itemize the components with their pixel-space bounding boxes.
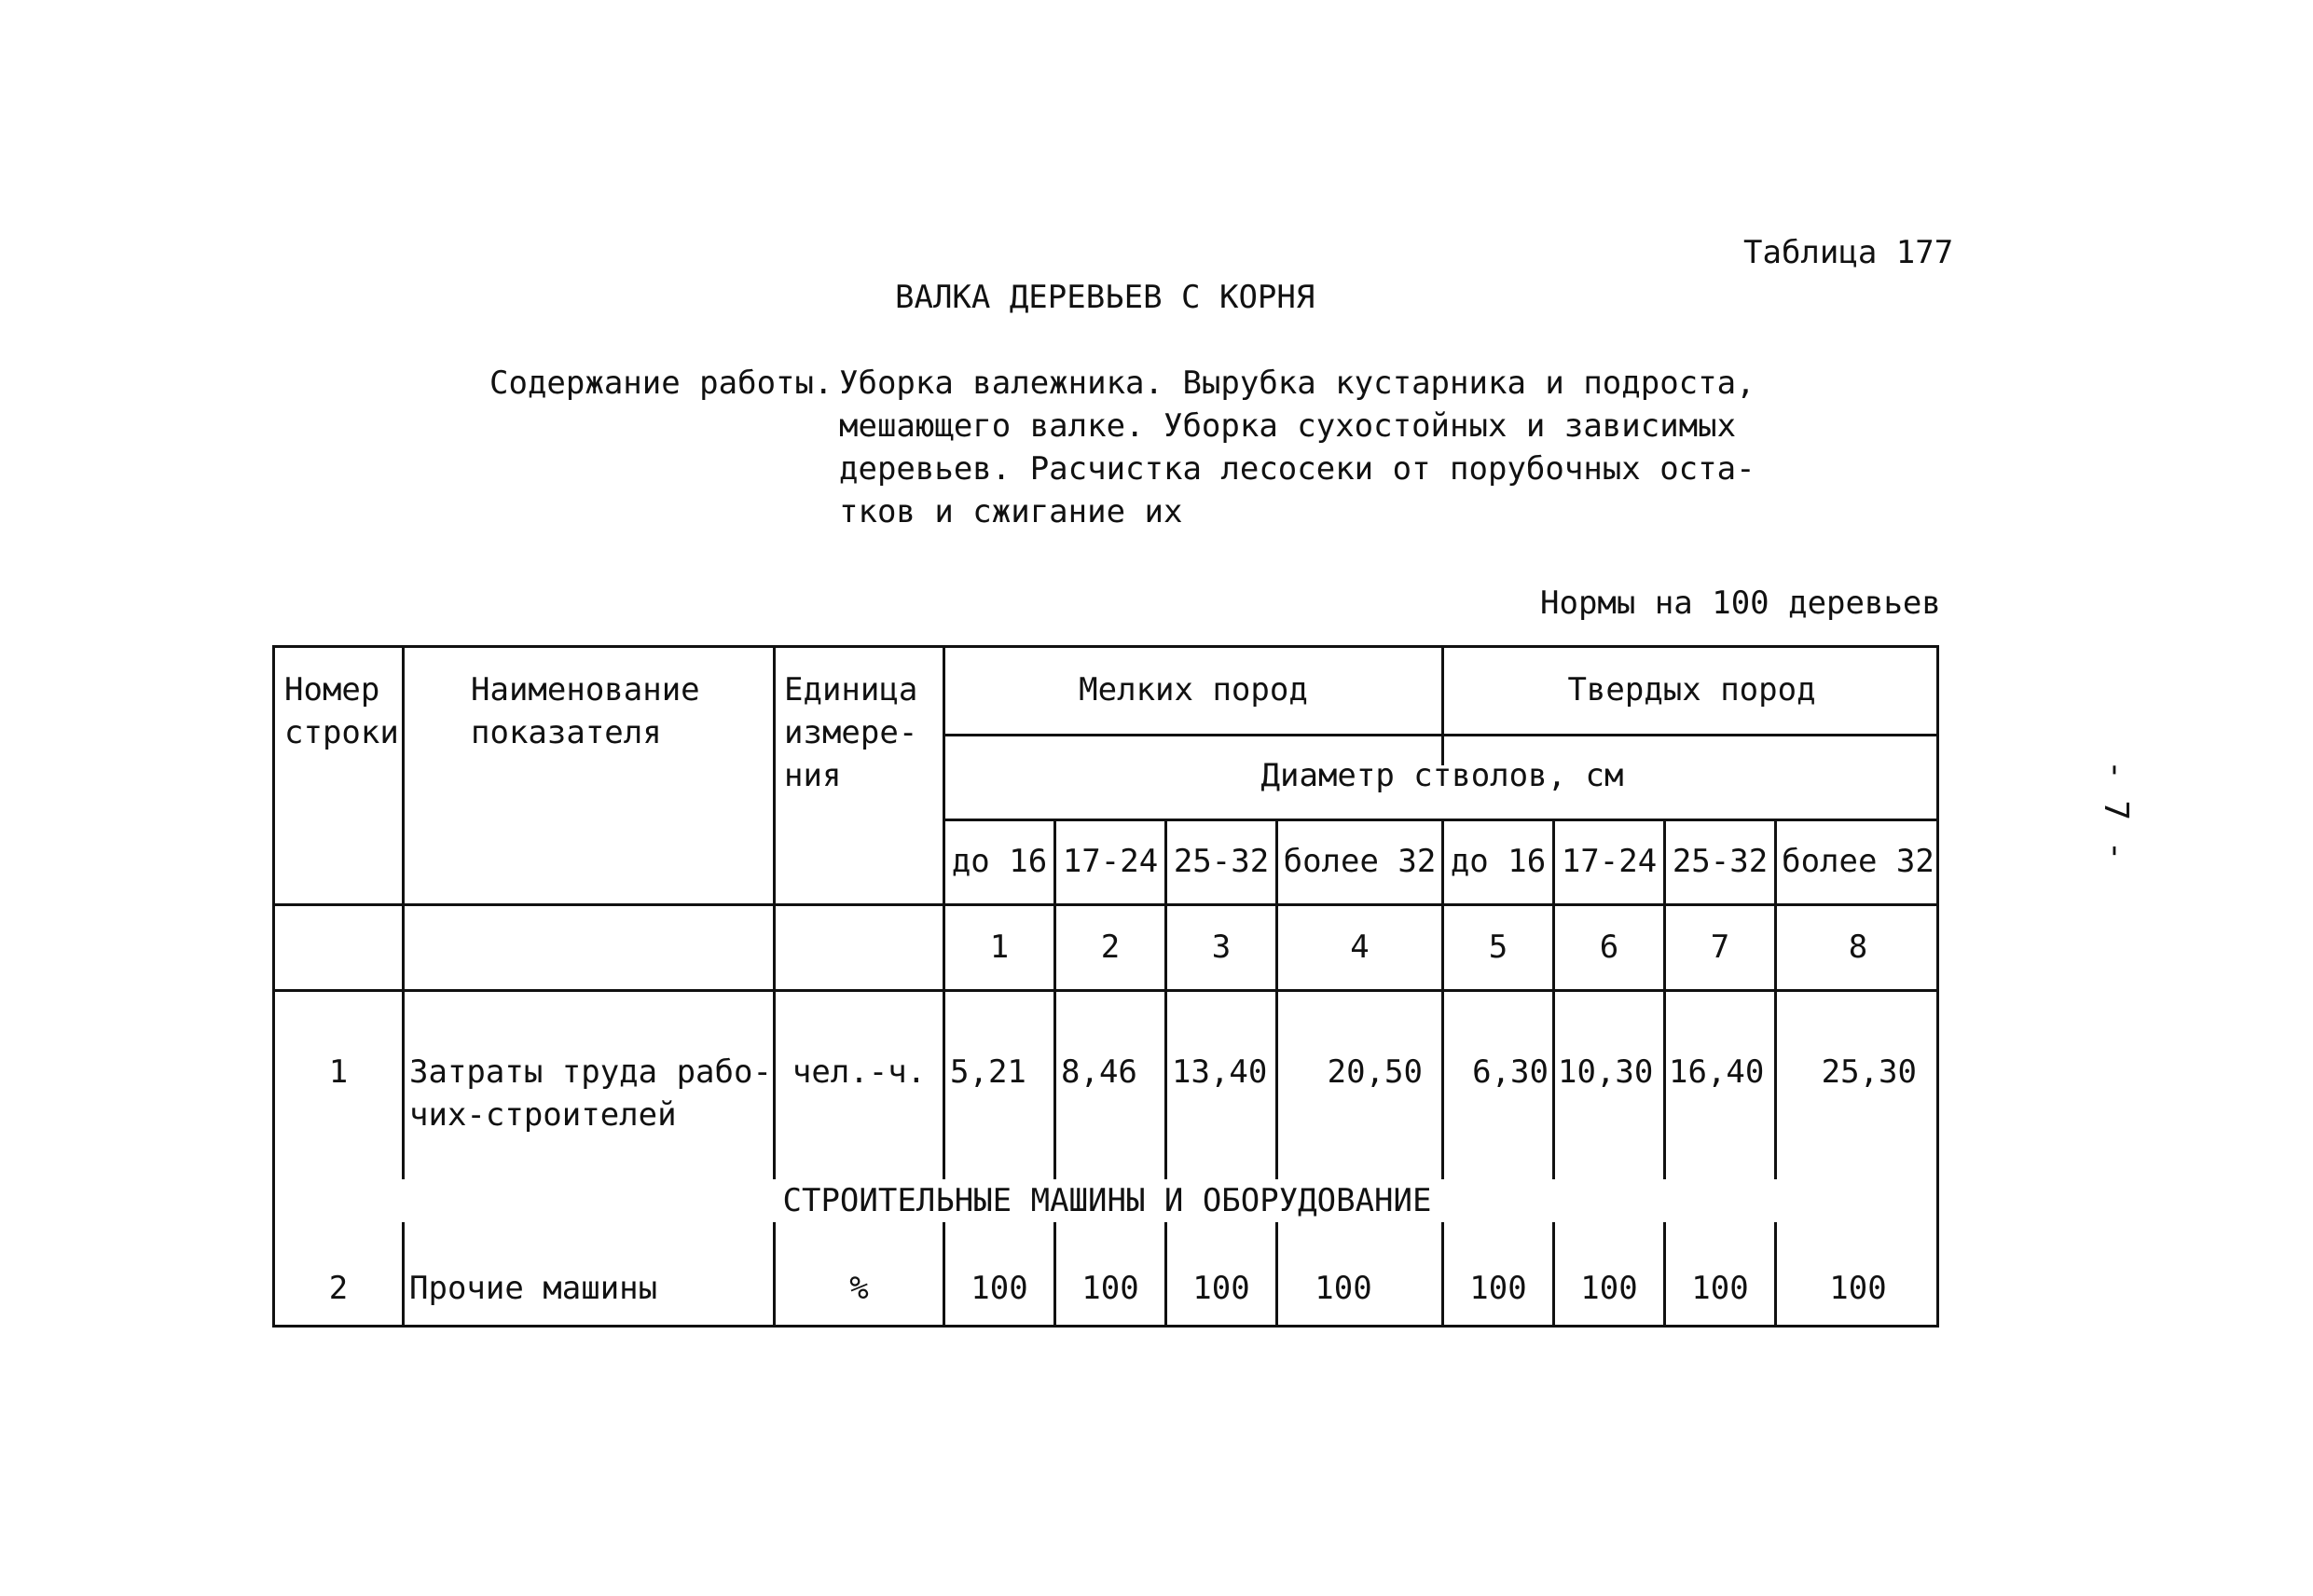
- row-value: 100: [1081, 1270, 1139, 1307]
- column-number: 1: [989, 929, 1010, 966]
- column-number: 6: [1599, 929, 1619, 966]
- row-indicator-name: [409, 1051, 772, 1136]
- row-value: 10,30: [1558, 1053, 1654, 1091]
- work-content-line: мешающего валке. Уборка сухостойных и зависимых: [839, 407, 1737, 445]
- row-value: 6,30: [1472, 1053, 1549, 1091]
- work-content-text: [839, 362, 1755, 533]
- header-bottom-divider: [275, 903, 1939, 906]
- row-value: 8,46: [1061, 1053, 1137, 1091]
- range-label: 25-32: [1672, 843, 1769, 880]
- column-number: 2: [1100, 929, 1121, 966]
- row-indicator-name: Прочие машины: [409, 1270, 658, 1307]
- col-divider: [943, 648, 945, 1325]
- row-value: 13,40: [1172, 1053, 1268, 1091]
- page-number: - 7 -: [2097, 760, 2135, 861]
- header-row-number-line: Номер: [284, 671, 380, 709]
- column-number: 5: [1488, 929, 1508, 966]
- range-label: 17-24: [1561, 843, 1658, 880]
- header-row-number-line: строки: [284, 714, 399, 751]
- range-label: 17-24: [1062, 843, 1159, 880]
- work-content-line: деревьев. Расчистка лесосеки от порубочных оста-: [839, 450, 1755, 488]
- row-value: 100: [971, 1270, 1028, 1307]
- row-number: 1: [328, 1053, 349, 1091]
- table-number-label: Таблица 177: [1743, 234, 1954, 271]
- col-divider: [1663, 819, 1666, 1325]
- row-value: 100: [1315, 1270, 1372, 1307]
- row-value: 20,50: [1327, 1053, 1423, 1091]
- norms-caption: Нормы на 100 деревьев: [1540, 585, 1941, 622]
- col-divider: [773, 648, 776, 1325]
- col-numbers-divider: [275, 989, 1939, 992]
- header-indicator-name-line: показателя: [471, 714, 662, 751]
- row-value: 5,21: [950, 1053, 1026, 1091]
- range-label: до 16: [1450, 843, 1547, 880]
- row-indicator-name-line: Затраты труда рабо-: [409, 1053, 772, 1091]
- range-label: 25-32: [1173, 843, 1270, 880]
- col-divider: [402, 648, 405, 1325]
- row-value: 16,40: [1669, 1053, 1765, 1091]
- column-number: 8: [1848, 929, 1868, 966]
- row-value: 100: [1192, 1270, 1250, 1307]
- col-divider: [1053, 819, 1056, 1325]
- column-number: 4: [1350, 929, 1370, 966]
- document-title: ВАЛКА ДЕРЕВЬЕВ С КОРНЯ: [895, 279, 1315, 316]
- header-indicator-name: [471, 668, 700, 754]
- range-label: более 32: [1283, 843, 1437, 880]
- row-indicator-name-line: чих-строителей: [409, 1096, 677, 1134]
- header-row-number: [284, 668, 399, 754]
- row-unit: %: [849, 1270, 869, 1307]
- row-value: 100: [1469, 1270, 1527, 1307]
- header-trunk-diameter: Диаметр стволов, см: [1260, 757, 1624, 794]
- work-content-line: Уборка валежника. Вырубка кустарника и подроста,: [839, 365, 1755, 402]
- row-value: 100: [1691, 1270, 1749, 1307]
- work-content-label: Содержание работы.: [489, 365, 833, 402]
- header-indicator-name-line: Наименование: [471, 671, 700, 709]
- col-divider: [1164, 819, 1167, 1325]
- row-value: 100: [1580, 1270, 1638, 1307]
- col-divider: [1552, 819, 1555, 1325]
- header-unit: [784, 668, 917, 797]
- header-unit-line: измере-: [784, 714, 918, 751]
- work-content-line: тков и сжигание их: [839, 493, 1183, 530]
- header-hard-species: Твердых пород: [1567, 671, 1816, 709]
- range-label: до 16: [951, 843, 1048, 880]
- column-number: 7: [1710, 929, 1730, 966]
- header-unit-line: Единица: [784, 671, 918, 709]
- row-value: 25,30: [1821, 1053, 1917, 1091]
- column-number: 3: [1211, 929, 1232, 966]
- range-label: более 32: [1782, 843, 1934, 880]
- norms-table: [272, 645, 1939, 1328]
- header-unit-line: ния: [784, 757, 842, 794]
- section-title-machines: СТРОИТЕЛЬНЫЕ МАШИНЫ И ОБОРУДОВАНИЕ: [278, 1179, 1936, 1222]
- row-value: 100: [1829, 1270, 1887, 1307]
- header-soft-species: Мелких пород: [1079, 671, 1308, 709]
- row-unit: чел.-ч.: [792, 1053, 927, 1091]
- row-number: 2: [328, 1270, 349, 1307]
